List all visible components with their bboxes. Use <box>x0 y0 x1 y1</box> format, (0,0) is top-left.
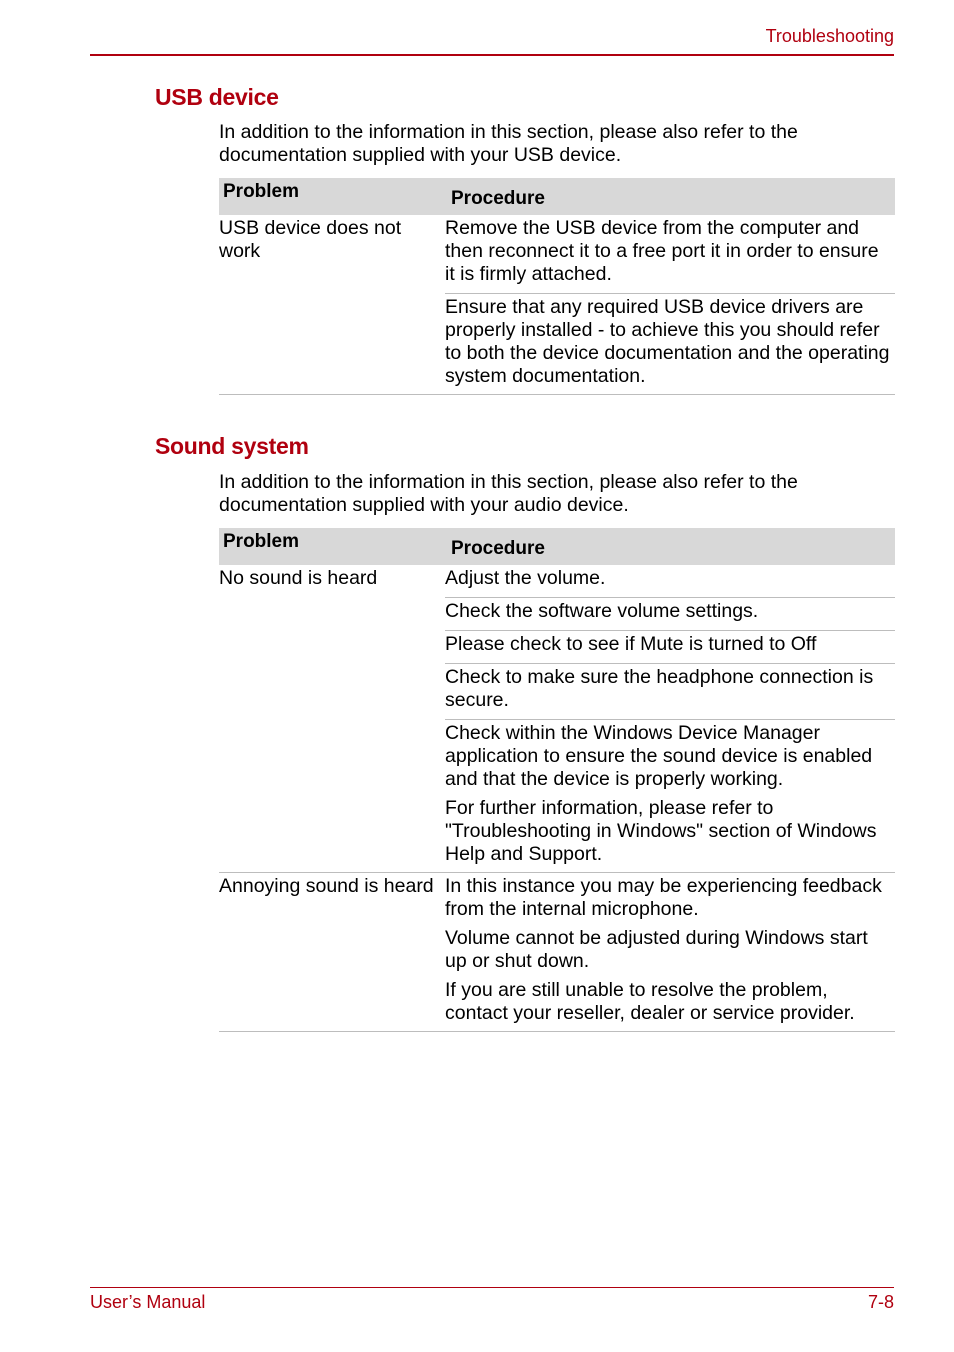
procedure-cell <box>445 873 895 1032</box>
table-header-row <box>219 528 895 565</box>
problem-cell: Annoying sound is heard <box>219 873 445 1032</box>
procedure-step: Remove the USB device from the computer and then reconnect it to a free port it in order to ensure it is firmly attached. <box>445 215 895 294</box>
procedure-step: Adjust the volume. <box>445 565 895 598</box>
footer-manual-title: User’s Manual <box>90 1292 206 1312</box>
column-header-procedure: Procedure <box>445 178 895 215</box>
procedure-step: For further information, please refer to "Troubleshooting in Windows" section of Windows Help and Support. <box>445 797 877 865</box>
procedure-cell <box>445 565 895 873</box>
problem-cell: USB device does not work <box>219 215 445 395</box>
column-header-procedure: Procedure <box>445 528 895 565</box>
procedure-step: Check within the Windows Device Manager application to ensure the sound device is enabled and that the device is properly working. <box>445 722 873 790</box>
table-row <box>219 565 895 873</box>
usb-troubleshooting-table <box>219 178 895 395</box>
problem-cell: No sound is heard <box>219 565 445 873</box>
procedure-step: In this instance you may be experiencing feedback from the internal microphone. <box>445 875 882 920</box>
sound-system-intro: In addition to the information in this section, please also refer to the documentation supplied with your audio device. <box>219 471 798 516</box>
table-header-row <box>219 178 895 215</box>
usb-device-intro: In addition to the information in this section, please also refer to the documentation supplied with your USB device. <box>219 121 798 166</box>
procedure-step: Ensure that any required USB device drivers are properly installed - to achieve this you should refer to both the device documentation and the operating system documentation. <box>445 296 890 387</box>
procedure-step: If you are still unable to resolve the problem, contact your reseller, dealer or service provider. <box>445 979 855 1024</box>
sound-troubleshooting-table <box>219 528 895 1032</box>
usb-device-heading: USB device <box>155 84 279 110</box>
procedure-step: Volume cannot be adjusted during Windows start up or shut down. <box>445 927 868 972</box>
column-header-problem: Problem <box>219 528 445 565</box>
table-row <box>219 215 895 395</box>
sound-system-heading: Sound system <box>155 433 309 459</box>
procedure-step: Please check to see if Mute is turned to Off <box>445 631 895 664</box>
procedure-step: Check to make sure the headphone connection is secure. <box>445 664 895 720</box>
footer-rule <box>90 1287 894 1288</box>
header-rule <box>90 54 894 56</box>
running-header-title: Troubleshooting <box>765 26 894 46</box>
page-number: 7-8 <box>867 1292 894 1312</box>
procedure-step: Check the software volume settings. <box>445 598 895 631</box>
table-row <box>219 873 895 1032</box>
column-header-problem: Problem <box>219 178 445 215</box>
procedure-cell <box>445 215 895 395</box>
